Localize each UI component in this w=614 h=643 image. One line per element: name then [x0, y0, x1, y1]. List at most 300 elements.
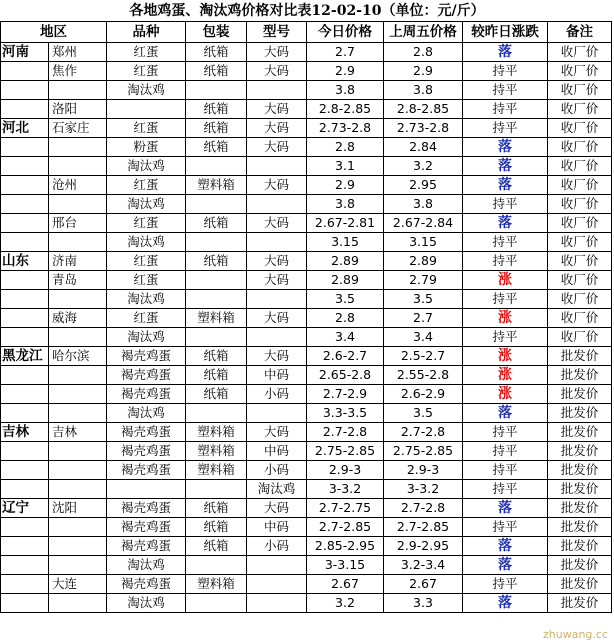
change-cell: 落 — [463, 537, 548, 556]
note-cell: 批发价 — [548, 537, 612, 556]
city-cell — [49, 195, 107, 214]
region-cell — [1, 518, 49, 537]
header-variety: 品种 — [107, 22, 186, 43]
table-row — [1, 556, 612, 575]
change-cell: 持平 — [463, 423, 548, 442]
today-price-cell: 2.7-2.85 — [307, 518, 384, 537]
table-row — [1, 537, 612, 556]
region-cell — [1, 366, 49, 385]
size-cell — [247, 575, 307, 594]
watermark: zhuwang.cc — [542, 628, 608, 641]
city-cell — [49, 385, 107, 404]
change-cell: 落 — [463, 43, 548, 62]
package-cell: 纸箱 — [186, 499, 247, 518]
change-cell: 持平 — [463, 195, 548, 214]
note-cell: 收厂价 — [548, 309, 612, 328]
last-friday-price-cell: 2.7-2.8 — [384, 499, 463, 518]
today-price-cell: 3.5 — [307, 290, 384, 309]
region-cell — [1, 385, 49, 404]
city-cell: 哈尔滨 — [49, 347, 107, 366]
table-row — [1, 442, 612, 461]
change-cell: 持平 — [463, 518, 548, 537]
size-cell — [247, 195, 307, 214]
size-cell: 大码 — [247, 176, 307, 195]
header-last-friday-price: 上周五价格 — [384, 22, 463, 43]
change-cell: 落 — [463, 176, 548, 195]
change-cell: 持平 — [463, 119, 548, 138]
city-cell: 郑州 — [49, 43, 107, 62]
package-cell: 纸箱 — [186, 119, 247, 138]
package-cell: 纸箱 — [186, 385, 247, 404]
city-cell — [49, 480, 107, 499]
today-price-cell: 2.7 — [307, 43, 384, 62]
variety-cell: 红蛋 — [107, 252, 186, 271]
note-cell: 批发价 — [548, 442, 612, 461]
variety-cell: 褐壳鸡蛋 — [107, 461, 186, 480]
note-cell: 批发价 — [548, 385, 612, 404]
region-cell — [1, 271, 49, 290]
today-price-cell: 3-3.2 — [307, 480, 384, 499]
change-cell: 涨 — [463, 309, 548, 328]
today-price-cell: 3.8 — [307, 81, 384, 100]
city-cell: 济南 — [49, 252, 107, 271]
change-cell: 持平 — [463, 81, 548, 100]
header-note: 备注 — [548, 22, 612, 43]
package-cell: 纸箱 — [186, 518, 247, 537]
last-friday-price-cell: 3.3 — [384, 594, 463, 613]
today-price-cell: 3.2 — [307, 594, 384, 613]
city-cell — [49, 518, 107, 537]
note-cell: 收厂价 — [548, 195, 612, 214]
table-row — [1, 480, 612, 499]
variety-cell: 褐壳鸡蛋 — [107, 423, 186, 442]
region-cell — [1, 290, 49, 309]
variety-cell: 红蛋 — [107, 214, 186, 233]
today-price-cell: 2.89 — [307, 252, 384, 271]
today-price-cell: 2.9 — [307, 62, 384, 81]
size-cell — [247, 594, 307, 613]
region-cell — [1, 195, 49, 214]
size-cell: 大码 — [247, 499, 307, 518]
variety-cell: 红蛋 — [107, 62, 186, 81]
city-cell: 大连 — [49, 575, 107, 594]
size-cell: 大码 — [247, 309, 307, 328]
size-cell: 大码 — [247, 43, 307, 62]
size-cell: 大码 — [247, 100, 307, 119]
table-row — [1, 366, 612, 385]
city-cell — [49, 138, 107, 157]
table-row — [1, 309, 612, 328]
note-cell: 收厂价 — [548, 176, 612, 195]
size-cell: 大码 — [247, 119, 307, 138]
today-price-cell: 2.8-2.85 — [307, 100, 384, 119]
today-price-cell: 2.6-2.7 — [307, 347, 384, 366]
today-price-cell: 2.73-2.8 — [307, 119, 384, 138]
note-cell: 收厂价 — [548, 233, 612, 252]
package-cell: 塑料箱 — [186, 423, 247, 442]
last-friday-price-cell: 2.7-2.8 — [384, 423, 463, 442]
today-price-cell: 3.3-3.5 — [307, 404, 384, 423]
table-row — [1, 328, 612, 347]
city-cell — [49, 366, 107, 385]
table-row — [1, 271, 612, 290]
size-cell — [247, 233, 307, 252]
last-friday-price-cell: 2.79 — [384, 271, 463, 290]
table-row — [1, 347, 612, 366]
region-cell — [1, 100, 49, 119]
change-cell: 涨 — [463, 366, 548, 385]
region-cell — [1, 138, 49, 157]
region-cell: 吉林 — [1, 423, 49, 442]
city-cell — [49, 81, 107, 100]
note-cell: 批发价 — [548, 499, 612, 518]
table-row — [1, 43, 612, 62]
size-cell — [247, 404, 307, 423]
variety-cell: 淘汰鸡 — [107, 290, 186, 309]
table-row — [1, 157, 612, 176]
note-cell: 收厂价 — [548, 43, 612, 62]
today-price-cell: 2.67-2.81 — [307, 214, 384, 233]
variety-cell: 淘汰鸡 — [107, 233, 186, 252]
region-cell — [1, 309, 49, 328]
change-cell: 持平 — [463, 442, 548, 461]
region-cell — [1, 62, 49, 81]
header-package: 包装 — [186, 22, 247, 43]
package-cell: 塑料箱 — [186, 461, 247, 480]
last-friday-price-cell: 2.8 — [384, 43, 463, 62]
region-cell: 辽宁 — [1, 499, 49, 518]
region-cell — [1, 233, 49, 252]
note-cell: 批发价 — [548, 575, 612, 594]
today-price-cell: 2.75-2.85 — [307, 442, 384, 461]
package-cell: 纸箱 — [186, 214, 247, 233]
variety-cell: 褐壳鸡蛋 — [107, 499, 186, 518]
variety-cell: 褐壳鸡蛋 — [107, 537, 186, 556]
note-cell: 批发价 — [548, 556, 612, 575]
city-cell — [49, 328, 107, 347]
change-cell: 持平 — [463, 290, 548, 309]
today-price-cell: 3-3.15 — [307, 556, 384, 575]
package-cell: 纸箱 — [186, 347, 247, 366]
today-price-cell: 2.8 — [307, 309, 384, 328]
change-cell: 落 — [463, 556, 548, 575]
package-cell — [186, 404, 247, 423]
variety-cell: 红蛋 — [107, 176, 186, 195]
package-cell — [186, 81, 247, 100]
header-region: 地区 — [1, 22, 107, 43]
change-cell: 持平 — [463, 461, 548, 480]
region-cell — [1, 442, 49, 461]
city-cell — [49, 404, 107, 423]
package-cell — [186, 556, 247, 575]
variety-cell: 淘汰鸡 — [107, 157, 186, 176]
change-cell: 落 — [463, 404, 548, 423]
region-cell — [1, 404, 49, 423]
region-cell — [1, 461, 49, 480]
variety-cell: 褐壳鸡蛋 — [107, 385, 186, 404]
package-cell: 塑料箱 — [186, 309, 247, 328]
last-friday-price-cell: 2.9-3 — [384, 461, 463, 480]
last-friday-price-cell: 3.5 — [384, 290, 463, 309]
size-cell: 小码 — [247, 385, 307, 404]
today-price-cell: 2.65-2.8 — [307, 366, 384, 385]
package-cell — [186, 594, 247, 613]
city-cell — [49, 290, 107, 309]
last-friday-price-cell: 2.67 — [384, 575, 463, 594]
header-row — [1, 22, 612, 43]
table-row — [1, 575, 612, 594]
city-cell — [49, 461, 107, 480]
last-friday-price-cell: 3.15 — [384, 233, 463, 252]
variety-cell: 褐壳鸡蛋 — [107, 347, 186, 366]
change-cell: 持平 — [463, 575, 548, 594]
city-cell: 石家庄 — [49, 119, 107, 138]
variety-cell: 粉蛋 — [107, 138, 186, 157]
change-cell: 落 — [463, 594, 548, 613]
today-price-cell: 2.8 — [307, 138, 384, 157]
city-cell — [49, 442, 107, 461]
size-cell: 大码 — [247, 423, 307, 442]
table-row — [1, 62, 612, 81]
package-cell — [186, 157, 247, 176]
package-cell: 纸箱 — [186, 366, 247, 385]
change-cell: 持平 — [463, 252, 548, 271]
last-friday-price-cell: 2.6-2.9 — [384, 385, 463, 404]
header-change: 较昨日涨跌 — [463, 22, 548, 43]
package-cell — [186, 233, 247, 252]
size-cell — [247, 556, 307, 575]
variety-cell: 红蛋 — [107, 43, 186, 62]
change-cell: 持平 — [463, 480, 548, 499]
today-price-cell: 3.4 — [307, 328, 384, 347]
region-cell — [1, 157, 49, 176]
header-size: 型号 — [247, 22, 307, 43]
package-cell — [186, 195, 247, 214]
city-cell: 焦作 — [49, 62, 107, 81]
last-friday-price-cell: 2.75-2.85 — [384, 442, 463, 461]
header-today-price: 今日价格 — [307, 22, 384, 43]
city-cell — [49, 233, 107, 252]
size-cell: 大码 — [247, 252, 307, 271]
note-cell: 批发价 — [548, 518, 612, 537]
last-friday-price-cell: 2.55-2.8 — [384, 366, 463, 385]
table-row — [1, 423, 612, 442]
package-cell: 纸箱 — [186, 138, 247, 157]
last-friday-price-cell: 2.84 — [384, 138, 463, 157]
variety-cell: 红蛋 — [107, 271, 186, 290]
last-friday-price-cell: 3.4 — [384, 328, 463, 347]
today-price-cell: 2.9-3 — [307, 461, 384, 480]
today-price-cell: 2.7-2.75 — [307, 499, 384, 518]
table-row — [1, 138, 612, 157]
note-cell: 批发价 — [548, 423, 612, 442]
package-cell — [186, 480, 247, 499]
region-cell — [1, 594, 49, 613]
last-friday-price-cell: 2.7 — [384, 309, 463, 328]
city-cell — [49, 157, 107, 176]
size-cell: 大码 — [247, 347, 307, 366]
change-cell: 落 — [463, 138, 548, 157]
last-friday-price-cell: 3.8 — [384, 81, 463, 100]
table-row — [1, 119, 612, 138]
region-cell: 河北 — [1, 119, 49, 138]
size-cell: 淘汰鸡 — [247, 480, 307, 499]
package-cell: 纸箱 — [186, 62, 247, 81]
note-cell: 收厂价 — [548, 119, 612, 138]
table-row — [1, 252, 612, 271]
city-cell — [49, 537, 107, 556]
note-cell: 批发价 — [548, 461, 612, 480]
variety-cell: 淘汰鸡 — [107, 328, 186, 347]
package-cell: 纸箱 — [186, 252, 247, 271]
size-cell — [247, 157, 307, 176]
size-cell: 小码 — [247, 537, 307, 556]
last-friday-price-cell: 2.67-2.84 — [384, 214, 463, 233]
table-row — [1, 176, 612, 195]
note-cell: 收厂价 — [548, 252, 612, 271]
note-cell: 批发价 — [548, 366, 612, 385]
today-price-cell: 3.1 — [307, 157, 384, 176]
change-cell: 落 — [463, 157, 548, 176]
variety-cell: 红蛋 — [107, 119, 186, 138]
today-price-cell: 2.9 — [307, 176, 384, 195]
region-cell — [1, 214, 49, 233]
size-cell — [247, 290, 307, 309]
note-cell: 收厂价 — [548, 271, 612, 290]
variety-cell: 淘汰鸡 — [107, 81, 186, 100]
table-row — [1, 385, 612, 404]
note-cell: 收厂价 — [548, 214, 612, 233]
note-cell: 批发价 — [548, 347, 612, 366]
last-friday-price-cell: 2.73-2.8 — [384, 119, 463, 138]
package-cell: 塑料箱 — [186, 575, 247, 594]
last-friday-price-cell: 2.9 — [384, 62, 463, 81]
note-cell: 批发价 — [548, 480, 612, 499]
last-friday-price-cell: 2.5-2.7 — [384, 347, 463, 366]
city-cell: 青岛 — [49, 271, 107, 290]
change-cell: 持平 — [463, 233, 548, 252]
change-cell: 涨 — [463, 271, 548, 290]
table-row — [1, 461, 612, 480]
today-price-cell: 3.8 — [307, 195, 384, 214]
change-cell: 持平 — [463, 62, 548, 81]
variety-cell: 褐壳鸡蛋 — [107, 442, 186, 461]
last-friday-price-cell: 3.2 — [384, 157, 463, 176]
city-cell: 洛阳 — [49, 100, 107, 119]
package-cell — [186, 328, 247, 347]
size-cell: 中码 — [247, 518, 307, 537]
size-cell: 中码 — [247, 366, 307, 385]
city-cell: 威海 — [49, 309, 107, 328]
today-price-cell: 2.85-2.95 — [307, 537, 384, 556]
last-friday-price-cell: 2.89 — [384, 252, 463, 271]
today-price-cell: 2.67 — [307, 575, 384, 594]
region-cell: 山东 — [1, 252, 49, 271]
last-friday-price-cell: 2.8-2.85 — [384, 100, 463, 119]
table-row — [1, 499, 612, 518]
size-cell: 大码 — [247, 271, 307, 290]
package-cell: 塑料箱 — [186, 176, 247, 195]
size-cell: 中码 — [247, 442, 307, 461]
price-comparison-table — [0, 21, 612, 613]
table-row — [1, 81, 612, 100]
change-cell: 落 — [463, 214, 548, 233]
region-cell — [1, 537, 49, 556]
region-cell: 河南 — [1, 43, 49, 62]
table-row — [1, 290, 612, 309]
note-cell: 收厂价 — [548, 138, 612, 157]
change-cell: 涨 — [463, 385, 548, 404]
note-cell: 收厂价 — [548, 100, 612, 119]
variety-cell — [107, 100, 186, 119]
size-cell: 大码 — [247, 138, 307, 157]
today-price-cell: 3.15 — [307, 233, 384, 252]
variety-cell: 褐壳鸡蛋 — [107, 518, 186, 537]
region-cell: 黑龙江 — [1, 347, 49, 366]
table-row — [1, 214, 612, 233]
table-row — [1, 100, 612, 119]
city-cell: 邢台 — [49, 214, 107, 233]
change-cell: 持平 — [463, 328, 548, 347]
city-cell — [49, 556, 107, 575]
last-friday-price-cell: 3.5 — [384, 404, 463, 423]
region-cell — [1, 81, 49, 100]
size-cell — [247, 328, 307, 347]
last-friday-price-cell: 3.2-3.4 — [384, 556, 463, 575]
today-price-cell: 2.7-2.8 — [307, 423, 384, 442]
note-cell: 收厂价 — [548, 157, 612, 176]
city-cell: 沧州 — [49, 176, 107, 195]
region-cell — [1, 575, 49, 594]
table-row — [1, 518, 612, 537]
package-cell: 塑料箱 — [186, 442, 247, 461]
table-row — [1, 404, 612, 423]
package-cell: 纸箱 — [186, 43, 247, 62]
package-cell: 纸箱 — [186, 100, 247, 119]
variety-cell: 淘汰鸡 — [107, 556, 186, 575]
size-cell: 大码 — [247, 62, 307, 81]
variety-cell: 淘汰鸡 — [107, 404, 186, 423]
note-cell: 收厂价 — [548, 290, 612, 309]
last-friday-price-cell: 3.8 — [384, 195, 463, 214]
size-cell: 大码 — [247, 214, 307, 233]
table-row — [1, 195, 612, 214]
variety-cell: 褐壳鸡蛋 — [107, 575, 186, 594]
note-cell: 收厂价 — [548, 81, 612, 100]
variety-cell: 淘汰鸡 — [107, 195, 186, 214]
package-cell — [186, 290, 247, 309]
note-cell: 批发价 — [548, 594, 612, 613]
last-friday-price-cell: 2.9-2.95 — [384, 537, 463, 556]
change-cell: 持平 — [463, 100, 548, 119]
note-cell: 收厂价 — [548, 62, 612, 81]
today-price-cell: 2.89 — [307, 271, 384, 290]
size-cell: 小码 — [247, 461, 307, 480]
table-title: 各地鸡蛋、淘汰鸡价格对比表12-02-10（单位：元/斤） — [129, 3, 485, 19]
region-cell — [1, 328, 49, 347]
change-cell: 涨 — [463, 347, 548, 366]
variety-cell — [107, 480, 186, 499]
variety-cell: 褐壳鸡蛋 — [107, 366, 186, 385]
region-cell — [1, 176, 49, 195]
variety-cell: 淘汰鸡 — [107, 594, 186, 613]
table-body — [1, 43, 612, 613]
city-cell: 吉林 — [49, 423, 107, 442]
package-cell: 纸箱 — [186, 537, 247, 556]
note-cell: 批发价 — [548, 404, 612, 423]
change-cell: 落 — [463, 499, 548, 518]
region-cell — [1, 556, 49, 575]
